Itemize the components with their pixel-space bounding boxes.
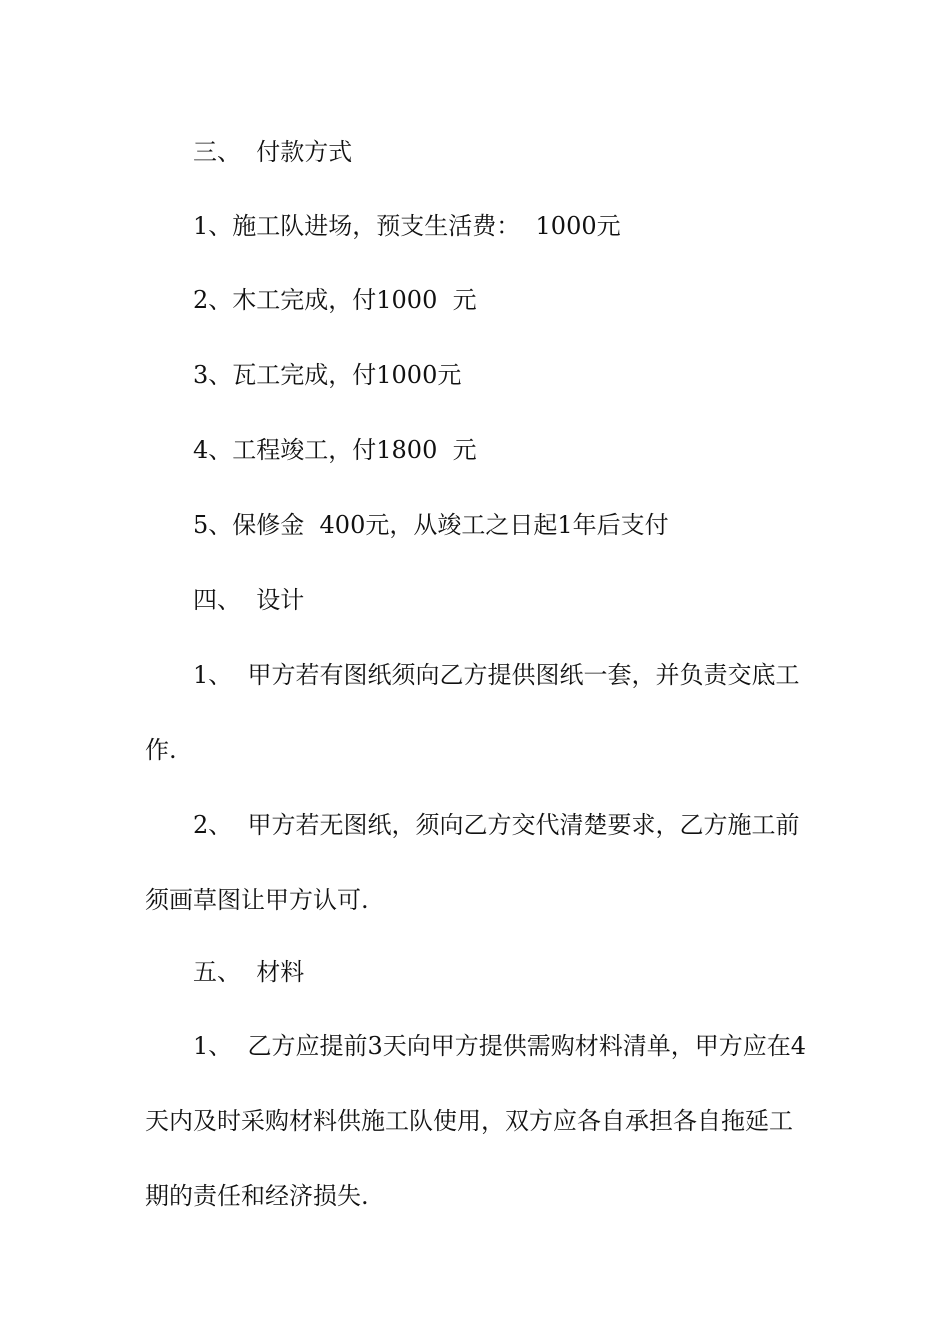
section-heading-payment: 三、 付款方式 [193,138,353,166]
design-item-2-line-1: 2、 甲方若无图纸，须向乙方交代清楚要求，乙方施工前 [193,811,800,839]
payment-item-5: 5、保修金 400元，从竣工之日起1年后支付 [193,511,669,539]
materials-item-1-line-1: 1、 乙方应提前3天向甲方提供需购材料清单，甲方应在4 [193,1032,807,1060]
payment-item-1: 1、施工队进场，预支生活费： 1000元 [193,212,621,240]
design-item-2-line-2: 须画草图让甲方认可. [145,886,369,914]
section-heading-materials: 五、 材料 [193,958,305,986]
design-item-1-line-1: 1、 甲方若有图纸须向乙方提供图纸一套，并负责交底工 [193,661,800,689]
design-item-1-line-2: 作. [145,736,177,764]
materials-item-1-line-3: 期的责任和经济损失. [145,1182,369,1210]
payment-item-2: 2、木工完成，付1000 元 [193,286,477,314]
payment-item-4: 4、工程竣工，付1800 元 [193,436,477,464]
payment-item-3: 3、瓦工完成，付1000元 [193,361,462,389]
section-heading-design: 四、 设计 [193,586,305,614]
materials-item-1-line-2: 天内及时采购材料供施工队使用，双方应各自承担各自拖延工 [145,1107,793,1135]
